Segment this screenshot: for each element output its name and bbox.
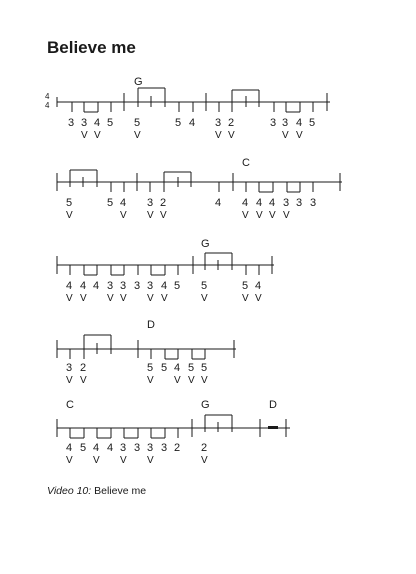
svg-text:3: 3 [161, 442, 168, 454]
svg-text:3: 3 [296, 197, 303, 209]
svg-text:4: 4 [174, 362, 181, 374]
staff-system-2 [57, 170, 342, 192]
svg-text:5: 5 [188, 362, 195, 374]
figure-caption [47, 485, 146, 497]
svg-text:4: 4 [66, 280, 73, 292]
svg-text:4: 4 [93, 280, 100, 292]
svg-text:V: V [283, 210, 290, 221]
svg-text:V: V [161, 293, 168, 304]
svg-text:V: V [147, 293, 154, 304]
finger-number: 3 [68, 117, 75, 129]
staff-system-1 [57, 88, 330, 112]
staff-system-5 [57, 415, 290, 438]
svg-text:V: V [188, 375, 195, 386]
svg-text:2: 2 [201, 442, 208, 454]
svg-text:4: 4 [80, 280, 87, 292]
finger-number: 4 [189, 117, 196, 129]
svg-text:3: 3 [66, 362, 73, 374]
finger-numbers [68, 117, 315, 129]
svg-text:3: 3 [134, 280, 141, 292]
svg-text:2: 2 [174, 442, 181, 454]
svg-text:2: 2 [160, 197, 167, 209]
svg-text:V: V [147, 375, 154, 386]
svg-text:4: 4 [256, 197, 263, 209]
svg-text:5: 5 [161, 362, 168, 374]
svg-text:V: V [256, 210, 263, 221]
svg-text:V: V [269, 210, 276, 221]
up-bow-mark: V [81, 130, 88, 141]
svg-text:V: V [160, 210, 167, 221]
svg-text:4: 4 [107, 442, 114, 454]
up-bow-mark: V [282, 130, 289, 141]
svg-text:V: V [66, 455, 73, 466]
svg-text:5: 5 [201, 280, 208, 292]
svg-text:4: 4 [269, 197, 276, 209]
finger-number: 3 [270, 117, 277, 129]
finger-number: 5 [134, 117, 141, 129]
svg-text:V: V [80, 375, 87, 386]
svg-text:V: V [201, 293, 208, 304]
caption-text: Believe me [94, 485, 147, 497]
caption-label: Video 10: [47, 485, 92, 497]
svg-text:V: V [255, 293, 262, 304]
bowing-marks [66, 455, 208, 466]
chord-label: G [201, 238, 210, 250]
svg-text:3: 3 [147, 280, 154, 292]
page-title: Believe me [47, 38, 136, 57]
whole-rest [268, 426, 278, 429]
finger-numbers [66, 442, 207, 454]
up-bow-mark: V [94, 130, 101, 141]
svg-text:V: V [120, 293, 127, 304]
svg-text:5: 5 [107, 197, 114, 209]
svg-text:5: 5 [80, 442, 87, 454]
chord-label: D [147, 319, 155, 331]
svg-text:3: 3 [310, 197, 317, 209]
svg-text:V: V [66, 210, 73, 221]
chord-label: G [134, 76, 143, 88]
finger-number: 5 [175, 117, 182, 129]
svg-text:4: 4 [255, 280, 262, 292]
svg-text:V: V [93, 455, 100, 466]
time-signature-bottom: 4 [45, 101, 50, 110]
finger-number: 4 [296, 117, 303, 129]
bowing-marks [66, 293, 262, 304]
staff-system-4 [57, 335, 236, 359]
svg-text:V: V [66, 375, 73, 386]
chord-label: C [242, 157, 250, 169]
finger-number: 3 [215, 117, 222, 129]
svg-text:V: V [174, 375, 181, 386]
finger-numbers [66, 280, 261, 292]
chord-label: D [269, 399, 277, 411]
svg-text:3: 3 [120, 280, 127, 292]
svg-text:V: V [120, 210, 127, 221]
svg-text:3: 3 [134, 442, 141, 454]
svg-text:5: 5 [242, 280, 249, 292]
svg-text:3: 3 [147, 197, 154, 209]
svg-text:V: V [66, 293, 73, 304]
finger-number: 5 [309, 117, 316, 129]
time-signature-top: 4 [45, 92, 50, 101]
svg-text:5: 5 [201, 362, 208, 374]
finger-number: 2 [228, 117, 235, 129]
svg-text:3: 3 [147, 442, 154, 454]
svg-text:2: 2 [80, 362, 87, 374]
svg-text:3: 3 [283, 197, 290, 209]
svg-text:V: V [120, 455, 127, 466]
svg-text:3: 3 [120, 442, 127, 454]
up-bow-mark: V [296, 130, 303, 141]
svg-text:4: 4 [66, 442, 73, 454]
svg-text:4: 4 [242, 197, 249, 209]
finger-number: 3 [81, 117, 88, 129]
svg-text:V: V [201, 455, 208, 466]
svg-text:4: 4 [120, 197, 127, 209]
svg-text:V: V [147, 210, 154, 221]
bowing-marks [66, 210, 290, 221]
svg-text:V: V [147, 455, 154, 466]
up-bow-mark: V [228, 130, 235, 141]
up-bow-mark: V [134, 130, 141, 141]
finger-number: 4 [94, 117, 101, 129]
svg-text:3: 3 [107, 280, 114, 292]
finger-numbers [66, 197, 316, 209]
svg-text:V: V [242, 293, 249, 304]
svg-text:V: V [107, 293, 114, 304]
finger-number: 5 [107, 117, 114, 129]
staff-system-3 [57, 253, 274, 275]
bowing-marks [66, 375, 208, 386]
svg-text:V: V [201, 375, 208, 386]
bowing-marks [81, 130, 303, 141]
chord-label: C [66, 399, 74, 411]
chord-label: G [201, 399, 210, 411]
svg-text:5: 5 [147, 362, 154, 374]
svg-text:5: 5 [174, 280, 181, 292]
svg-text:4: 4 [93, 442, 100, 454]
svg-text:V: V [80, 293, 87, 304]
svg-text:4: 4 [161, 280, 168, 292]
finger-number: 3 [282, 117, 289, 129]
svg-text:4: 4 [215, 197, 222, 209]
svg-text:5: 5 [66, 197, 73, 209]
svg-text:V: V [242, 210, 249, 221]
finger-numbers [66, 362, 207, 374]
up-bow-mark: V [215, 130, 222, 141]
